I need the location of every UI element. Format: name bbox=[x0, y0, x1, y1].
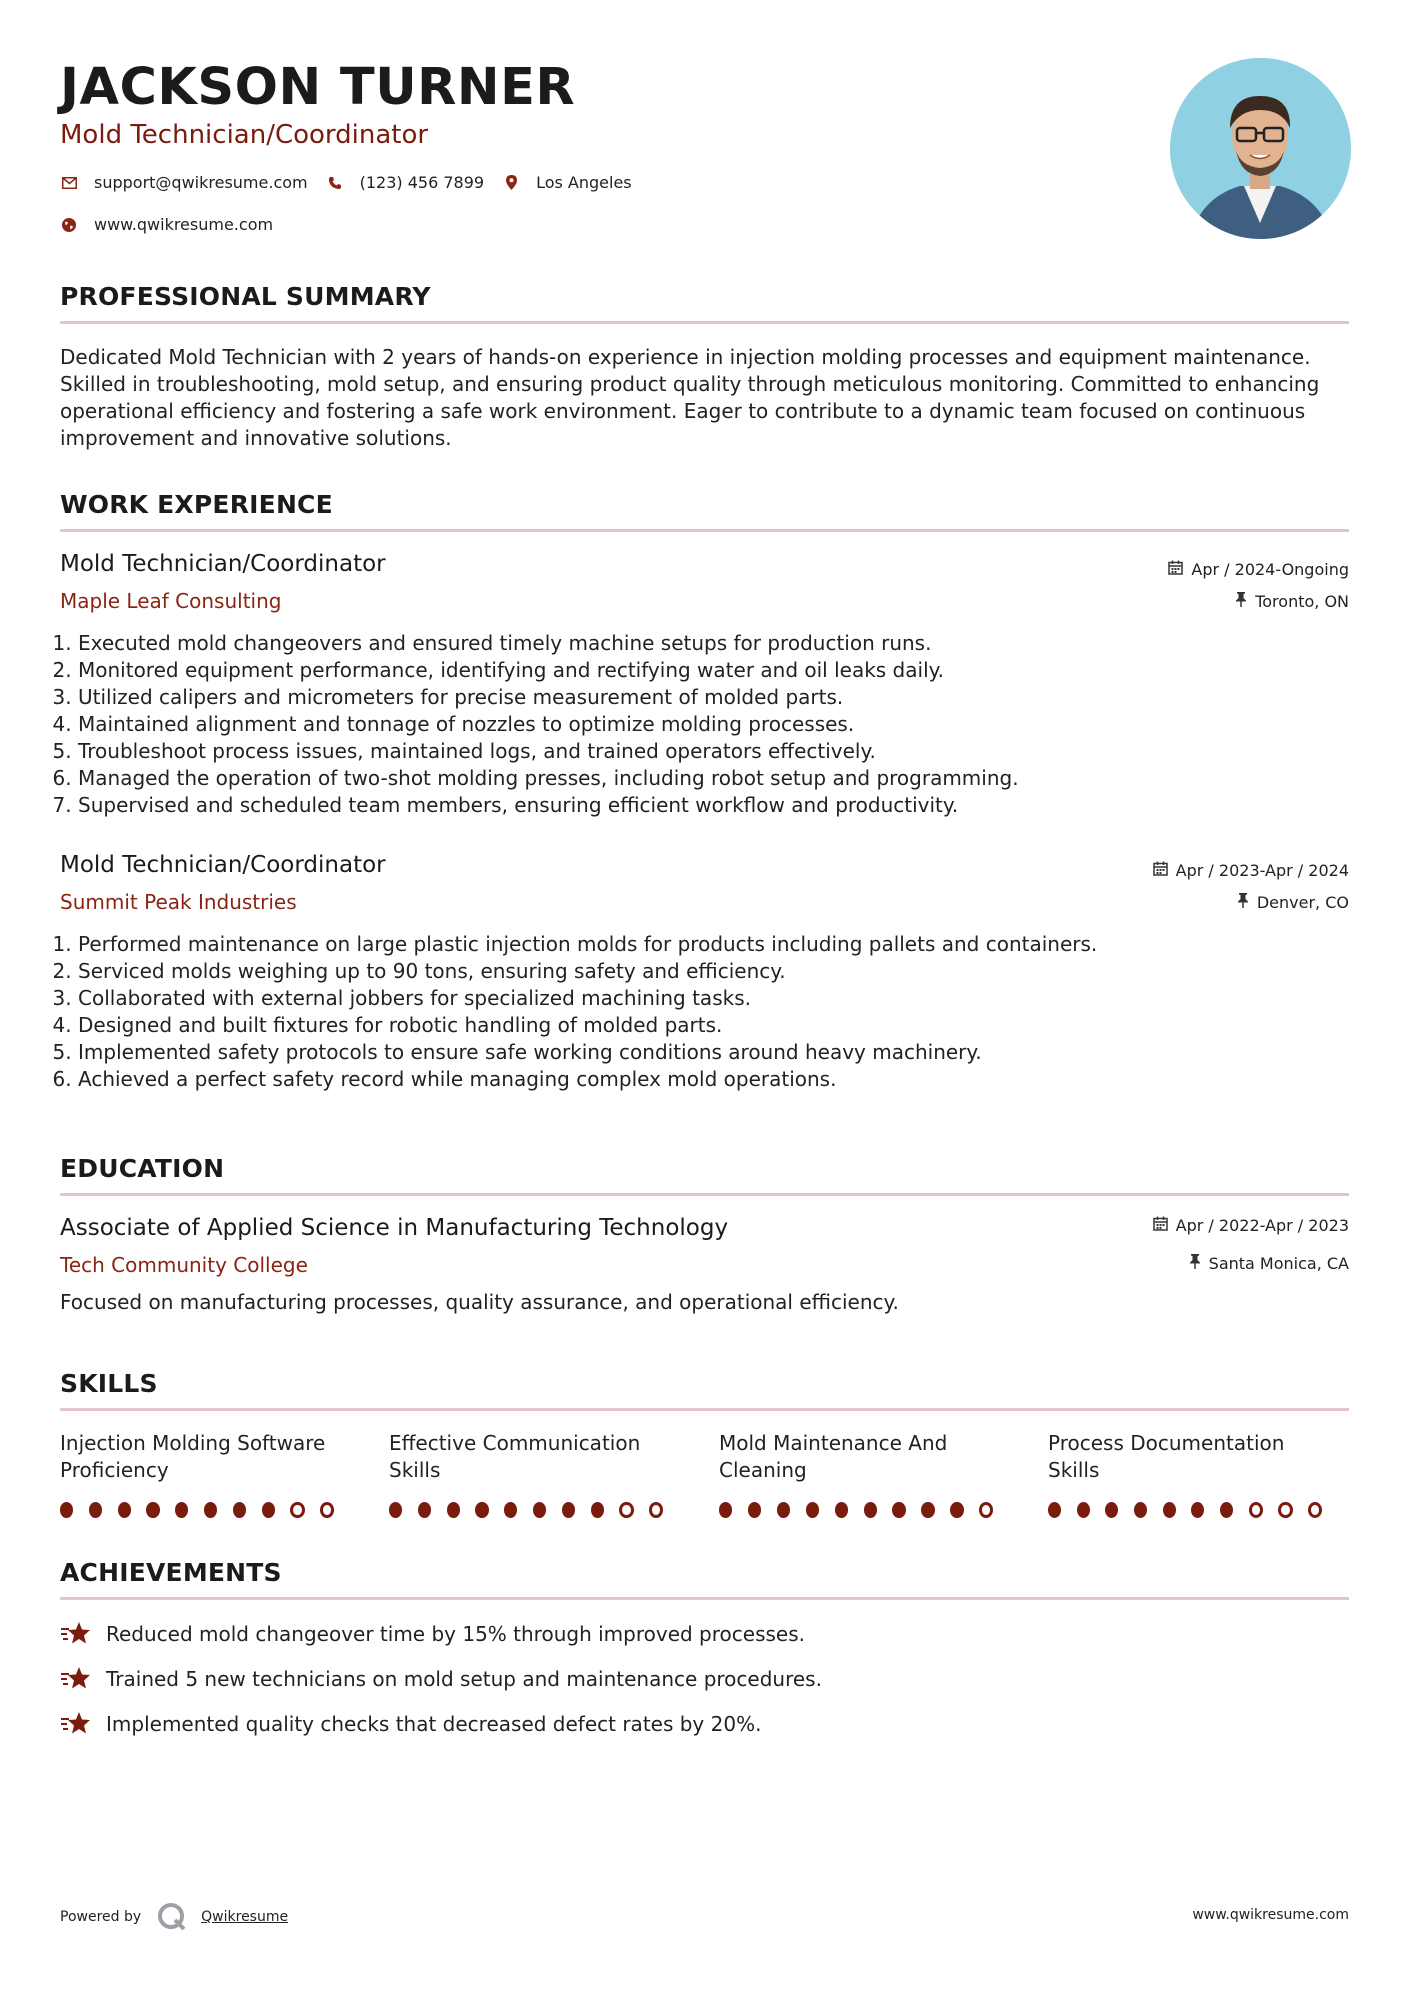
rating-dot-empty bbox=[1308, 1502, 1322, 1518]
skill-name: Effective Communication Skills bbox=[389, 1431, 641, 1482]
rating-dot-filled bbox=[835, 1502, 848, 1518]
skill-rating bbox=[389, 1502, 679, 1518]
rating-dot-empty bbox=[979, 1502, 993, 1518]
powered-by-label: Powered by bbox=[60, 1909, 142, 1925]
rating-dot-filled bbox=[806, 1502, 819, 1518]
pushpin-icon bbox=[1189, 1254, 1201, 1273]
skill-name: Process Documentation Skills bbox=[1048, 1431, 1285, 1482]
job-bullets bbox=[60, 630, 1350, 819]
skill-name: Injection Molding Software Proficiency bbox=[60, 1431, 326, 1482]
rating-dot-empty bbox=[1249, 1502, 1263, 1518]
list-item: 3. Utilized calipers and micrometers for precise measurement of molded parts. bbox=[78, 684, 1350, 711]
skills-heading: SKILLS bbox=[60, 1369, 158, 1398]
calendar-icon bbox=[1153, 861, 1168, 880]
summary-text: Dedicated Mold Technician with 2 years of hands-on experience in injection molding processes and equipment maintenance. Skilled in troubleshooting, mold setup, and ensuring product quality through meticulous monitoring. Committed to enhancing operational efficiency and fostering a safe work environment. Eager to contribute to a dynamic team focused on continuous improvement and innovative solutions. bbox=[60, 345, 1320, 450]
rating-dot-filled bbox=[1077, 1502, 1090, 1518]
rating-dot-empty bbox=[320, 1502, 334, 1518]
rating-dot-filled bbox=[777, 1502, 790, 1518]
skill-rating bbox=[60, 1502, 350, 1518]
school-name: Tech Community College bbox=[60, 1253, 308, 1277]
pushpin-icon bbox=[1237, 893, 1249, 912]
job-title: Mold Technician/Coordinator bbox=[60, 852, 386, 878]
list-item: 6. Achieved a perfect safety record while managing complex mold operations. bbox=[78, 1066, 1350, 1093]
rating-dot-filled bbox=[562, 1502, 575, 1518]
job-company: Summit Peak Industries bbox=[60, 890, 297, 914]
job-bullets bbox=[60, 931, 1350, 1093]
education-description: Focused on manufacturing processes, quality assurance, and operational efficiency. bbox=[60, 1290, 899, 1314]
phone-number: (123) 456 7899 bbox=[359, 173, 485, 192]
rating-dot-filled bbox=[389, 1502, 402, 1518]
rating-dot-filled bbox=[719, 1502, 732, 1518]
degree-title: Associate of Applied Science in Manufacturing Technology bbox=[60, 1215, 729, 1241]
rating-dot-filled bbox=[748, 1502, 761, 1518]
skill-name: Mold Maintenance And Cleaning bbox=[719, 1431, 948, 1482]
rating-dot-filled bbox=[1220, 1502, 1233, 1518]
rating-dot-filled bbox=[1191, 1502, 1204, 1518]
list-item: 4. Maintained alignment and tonnage of nozzles to optimize molding processes. bbox=[78, 711, 1350, 738]
rating-dot-filled bbox=[1048, 1502, 1061, 1518]
profile-photo bbox=[1170, 58, 1351, 239]
skill-item bbox=[719, 1430, 1009, 1518]
envelope-icon bbox=[60, 177, 78, 189]
rating-dot-filled bbox=[418, 1502, 431, 1518]
list-item: 7. Supervised and scheduled team members, ensuring efficient workflow and productivity. bbox=[78, 792, 1350, 819]
star-badge-icon bbox=[60, 1666, 92, 1692]
skills-divider bbox=[60, 1408, 1349, 1411]
list-item: 1. Performed maintenance on large plastic injection molds for products including pallets and containers. bbox=[78, 931, 1350, 958]
list-item: 5. Implemented safety protocols to ensure safe working conditions around heavy machinery. bbox=[78, 1039, 1350, 1066]
rating-dot-filled bbox=[447, 1502, 460, 1518]
list-item: 3. Collaborated with external jobbers for specialized machining tasks. bbox=[78, 985, 1350, 1012]
job-location-text: Toronto, ON bbox=[1255, 592, 1349, 611]
achievements-heading: ACHIEVEMENTS bbox=[60, 1558, 282, 1587]
achievement-text: Trained 5 new technicians on mold setup and maintenance procedures. bbox=[106, 1667, 822, 1691]
list-item: 6. Managed the operation of two-shot molding presses, including robot setup and programming. bbox=[78, 765, 1350, 792]
summary-divider bbox=[60, 321, 1349, 324]
list-item: 4. Designed and built fixtures for robotic handling of molded parts. bbox=[78, 1012, 1350, 1039]
job-dates bbox=[1168, 560, 1349, 579]
rating-dot-filled bbox=[262, 1502, 275, 1518]
rating-dot-filled bbox=[118, 1502, 131, 1518]
skill-item bbox=[60, 1430, 350, 1518]
rating-dot-filled bbox=[233, 1502, 246, 1518]
rating-dot-filled bbox=[921, 1502, 934, 1518]
rating-dot-filled bbox=[204, 1502, 217, 1518]
job-dates-text: Apr / 2024-Ongoing bbox=[1191, 560, 1349, 579]
contact-row bbox=[60, 173, 632, 192]
education-location-text: Santa Monica, CA bbox=[1208, 1254, 1349, 1273]
education-location bbox=[1189, 1254, 1349, 1273]
list-item: 2. Serviced molds weighing up to 90 tons, ensuring safety and efficiency. bbox=[78, 958, 1350, 985]
achievement-item bbox=[60, 1711, 761, 1737]
rating-dot-filled bbox=[591, 1502, 604, 1518]
phone-icon bbox=[326, 176, 344, 190]
job-location bbox=[1235, 592, 1349, 611]
skill-item bbox=[389, 1430, 679, 1518]
candidate-role: Mold Technician/Coordinator bbox=[60, 120, 429, 150]
qwikresume-logo-icon bbox=[157, 1902, 187, 1932]
rating-dot-filled bbox=[892, 1502, 905, 1518]
qwikresume-link[interactable]: Qwikresume bbox=[201, 1909, 289, 1925]
job-title: Mold Technician/Coordinator bbox=[60, 551, 386, 577]
achievement-item bbox=[60, 1666, 822, 1692]
rating-dot-filled bbox=[950, 1502, 963, 1518]
footer-powered-by bbox=[60, 1902, 288, 1932]
job-dates bbox=[1153, 861, 1349, 880]
achievement-text: Reduced mold changeover time by 15% through improved processes. bbox=[106, 1622, 805, 1646]
skill-rating bbox=[1048, 1502, 1338, 1518]
list-item: 1. Executed mold changeovers and ensured timely machine setups for production runs. bbox=[78, 630, 1350, 657]
achievement-text: Implemented quality checks that decreased defect rates by 20%. bbox=[106, 1712, 762, 1736]
skill-rating bbox=[719, 1502, 1009, 1518]
education-heading: EDUCATION bbox=[60, 1154, 225, 1183]
summary-heading: PROFESSIONAL SUMMARY bbox=[60, 282, 431, 311]
job-location-text: Denver, CO bbox=[1256, 893, 1349, 912]
job-location bbox=[1237, 893, 1349, 912]
job-company: Maple Leaf Consulting bbox=[60, 589, 282, 613]
rating-dot-empty bbox=[619, 1502, 633, 1518]
calendar-icon bbox=[1168, 560, 1183, 579]
email-link[interactable]: support@qwikresume.com bbox=[94, 173, 308, 192]
rating-dot-filled bbox=[175, 1502, 188, 1518]
rating-dot-filled bbox=[1105, 1502, 1118, 1518]
experience-heading: WORK EXPERIENCE bbox=[60, 490, 333, 519]
rating-dot-filled bbox=[1134, 1502, 1147, 1518]
job-dates-text: Apr / 2023-Apr / 2024 bbox=[1175, 861, 1349, 880]
skill-item bbox=[1048, 1430, 1338, 1518]
star-badge-icon bbox=[60, 1621, 92, 1647]
rating-dot-filled bbox=[533, 1502, 546, 1518]
list-item: 5. Troubleshoot process issues, maintained logs, and trained operators effectively. bbox=[78, 738, 1350, 765]
rating-dot-filled bbox=[504, 1502, 517, 1518]
rating-dot-filled bbox=[475, 1502, 488, 1518]
location: Los Angeles bbox=[536, 173, 632, 192]
website-row bbox=[60, 215, 273, 234]
rating-dot-empty bbox=[290, 1502, 304, 1518]
rating-dot-filled bbox=[146, 1502, 159, 1518]
rating-dot-filled bbox=[864, 1502, 877, 1518]
globe-icon bbox=[60, 218, 78, 232]
education-dates bbox=[1153, 1216, 1349, 1235]
experience-divider bbox=[60, 529, 1349, 532]
rating-dot-filled bbox=[1163, 1502, 1176, 1518]
rating-dot-filled bbox=[89, 1502, 102, 1518]
achievement-item bbox=[60, 1621, 805, 1647]
pushpin-icon bbox=[1235, 592, 1247, 611]
map-pin-icon bbox=[502, 175, 520, 190]
education-divider bbox=[60, 1193, 1349, 1196]
education-dates-text: Apr / 2022-Apr / 2023 bbox=[1175, 1216, 1349, 1235]
list-item: 2. Monitored equipment performance, identifying and rectifying water and oil leaks daily. bbox=[78, 657, 1350, 684]
rating-dot-empty bbox=[649, 1502, 663, 1518]
rating-dot-empty bbox=[1278, 1502, 1292, 1518]
rating-dot-filled bbox=[60, 1502, 73, 1518]
calendar-icon bbox=[1153, 1216, 1168, 1235]
footer-url[interactable]: www.qwikresume.com bbox=[1192, 1907, 1349, 1923]
website-link[interactable]: www.qwikresume.com bbox=[94, 215, 274, 234]
star-badge-icon bbox=[60, 1711, 92, 1737]
candidate-name: JACKSON TURNER bbox=[60, 58, 576, 117]
achievements-divider bbox=[60, 1597, 1349, 1600]
